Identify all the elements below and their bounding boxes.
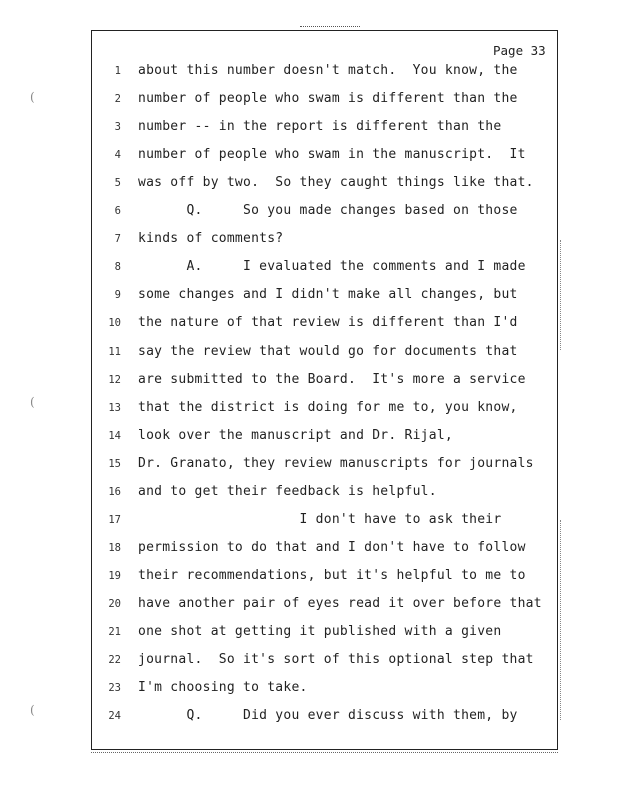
line-text: the nature of that review is different than I'd [138, 315, 518, 331]
line-text: permission to do that and I don't have to follow [138, 539, 526, 555]
line-text: journal. So it's sort of this optional step that [138, 652, 534, 668]
transcript-line [91, 481, 558, 509]
binder-hole-mark: ( [30, 90, 35, 104]
transcript-line [91, 649, 558, 677]
line-number: 10 [108, 317, 121, 330]
binder-hole-mark: ( [30, 395, 35, 409]
line-text: I don't have to ask their [138, 511, 502, 527]
line-number: 14 [108, 429, 121, 442]
transcript-line [91, 116, 558, 144]
line-text: and to get their feedback is helpful. [138, 483, 437, 499]
line-text: was off by two. So they caught things like that. [138, 175, 534, 191]
line-number: 15 [108, 457, 121, 470]
line-number: 9 [114, 289, 121, 302]
line-text: some changes and I didn't make all changes, but [138, 287, 518, 303]
line-number: 21 [108, 626, 121, 638]
line-number: 19 [108, 569, 121, 582]
transcript-line [91, 453, 558, 481]
transcript-line [91, 341, 558, 369]
line-text: Q. Did you ever discuss with them, by [138, 708, 518, 724]
transcript-line [91, 200, 558, 228]
line-text: one shot at getting it published with a given [138, 624, 502, 639]
transcript-line [91, 312, 558, 340]
line-number: 16 [108, 485, 121, 498]
line-text: their recommendations, but it's helpful to me to [138, 567, 526, 583]
transcript-line [91, 425, 558, 453]
line-text: Q. So you made changes based on those [138, 203, 518, 219]
line-number: 5 [114, 177, 121, 190]
line-number: 23 [108, 682, 121, 695]
line-number: 6 [114, 205, 121, 218]
line-text: kinds of comments? [138, 231, 284, 247]
transcript-line [91, 677, 558, 705]
transcript-line [91, 397, 558, 425]
line-text: A. I evaluated the comments and I made [138, 259, 526, 275]
line-number: 13 [108, 401, 121, 414]
line-number: 12 [108, 373, 121, 386]
binder-hole-mark: ( [30, 703, 35, 717]
line-number: 22 [108, 654, 121, 667]
page-number: Page 33 [493, 43, 546, 58]
line-text: Dr. Granato, they review manuscripts for journals [138, 455, 534, 471]
line-text: number -- in the report is different than the [138, 119, 502, 135]
transcript-line [91, 537, 558, 565]
line-number: 3 [114, 121, 121, 134]
transcript-line [91, 228, 558, 256]
line-number: 11 [108, 345, 121, 358]
line-text: look over the manuscript and Dr. Rijal, [138, 427, 453, 443]
top-scan-mark [300, 26, 360, 29]
transcript-line [91, 144, 558, 172]
line-text: are submitted to the Board. It's more a service [138, 371, 526, 387]
transcript-line [91, 369, 558, 397]
bottom-scan-rule [91, 752, 558, 753]
line-number: 20 [108, 597, 121, 610]
transcript-line [91, 565, 558, 593]
transcript-line [91, 60, 558, 88]
line-text: I'm choosing to take. [138, 680, 308, 696]
transcript-line [91, 509, 558, 537]
line-text: that the district is doing for me to, you know, [138, 399, 518, 415]
transcript-line [91, 256, 558, 284]
line-number: 24 [108, 710, 121, 723]
transcript-line [91, 705, 558, 733]
line-number: 17 [108, 513, 121, 526]
line-number: 7 [114, 233, 121, 246]
line-number: 1 [114, 65, 121, 77]
transcript-line [91, 172, 558, 200]
line-text: about this number doesn't match. You know, the [138, 63, 518, 78]
line-text: number of people who swam in the manuscript. It [138, 147, 526, 163]
line-text: number of people who swam is different than the [138, 91, 518, 107]
line-number: 18 [108, 541, 121, 554]
line-number: 4 [114, 149, 121, 162]
transcript-line [91, 621, 558, 649]
line-text: say the review that would go for documents that [138, 343, 518, 359]
transcript-line [91, 88, 558, 116]
line-text: have another pair of eyes read it over before that [138, 595, 542, 611]
transcript-line [91, 593, 558, 621]
line-number: 8 [114, 261, 121, 274]
line-number: 2 [114, 93, 121, 106]
transcript-line [91, 284, 558, 312]
